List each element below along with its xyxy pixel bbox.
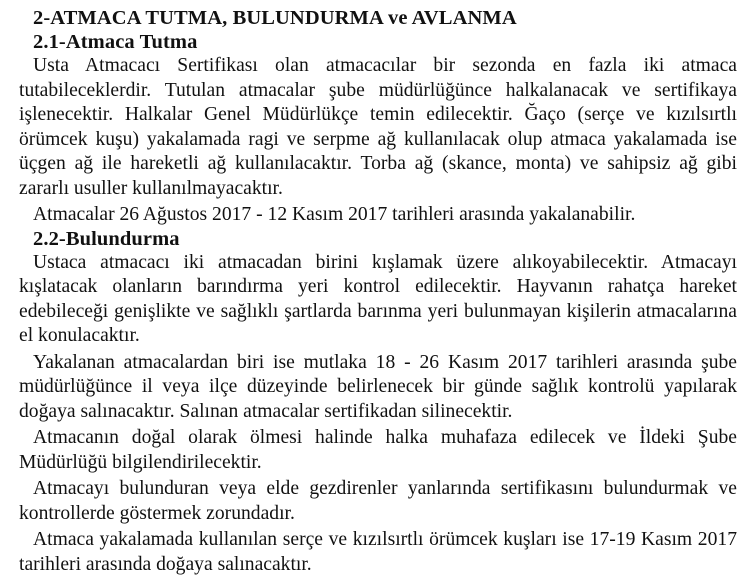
section-title-atmaca-tutma: 2.1-Atmaca Tutma [33,31,198,53]
paragraph: Atmacalar 26 Ağustos 2017 - 12 Kasım 2017 tarihleri arasında yakalanabilir. [33,204,636,225]
paragraph: Usta Atmacacı Sertifikası olan atmacacılar bir sezonda en fazla iki atmaca tutabileceklerdir. Tutulan atmacalar şube müdürlüğünce halkalanacak ve sertifikaya işlenecektir. Halkalar Genel Müdürlükçe temin edilecektir. Ğaço (serçe ve kızılsırtlı örümcek kuşu) yakalamada ragi ve serpme ağ kullanılacak olup atmaca yakalamada ise üçgen ağ ile hareketli ağ kullanılacaktır. Torba ağ (skance, monta) ve sahipsiz ağ gibi zararlı usuller kullanılmayacaktır. [19,55,737,199]
paragraph: Ustaca atmacacı iki atmacadan birini kışlamak üzere alıkoyabilecektir. Atmacayı kışlatacak olanların barındırma yeri kontrol edilecektir. Hayvanın rahatça hareket edebileceği genişlikte ve sağlıklı şartlarda barınma yeri bulunmayan kişilerin atmacalarına el konulacaktır. [19,251,737,346]
main-heading: 2-ATMACA TUTMA, BULUNDURMA ve AVLANMA [33,7,517,29]
paragraph: Yakalanan atmacalardan biri ise mutlaka 18 - 26 Kasım 2017 tarihleri arasında şube müdürlüğünce il veya ilçe düzeyinde belirlenecek bir günde sağlık kontrolü yapılarak doğaya salınacaktır. Salınan atmacalar sertifikadan silinecektir. [19,351,737,422]
paragraph: Atmacayı bulunduran veya elde gezdirenler yanlarında sertifikasını bulundurmak ve kontrollerde göstermek zorundadır. [19,478,737,524]
section-title-bulundurma: 2.2-Bulundurma [33,227,180,250]
paragraph: Atmaca yakalamada kullanılan serçe ve kızılsırtlı örümcek kuşları ise 17-19 Kasım 2017 tarihleri arasında doğaya salınacaktır. [19,529,737,575]
paragraph: Atmacanın doğal olarak ölmesi halinde halka muhafaza edilecek ve İldeki Şube Müdürlüğü bilgilendirilecektir. [19,427,737,473]
